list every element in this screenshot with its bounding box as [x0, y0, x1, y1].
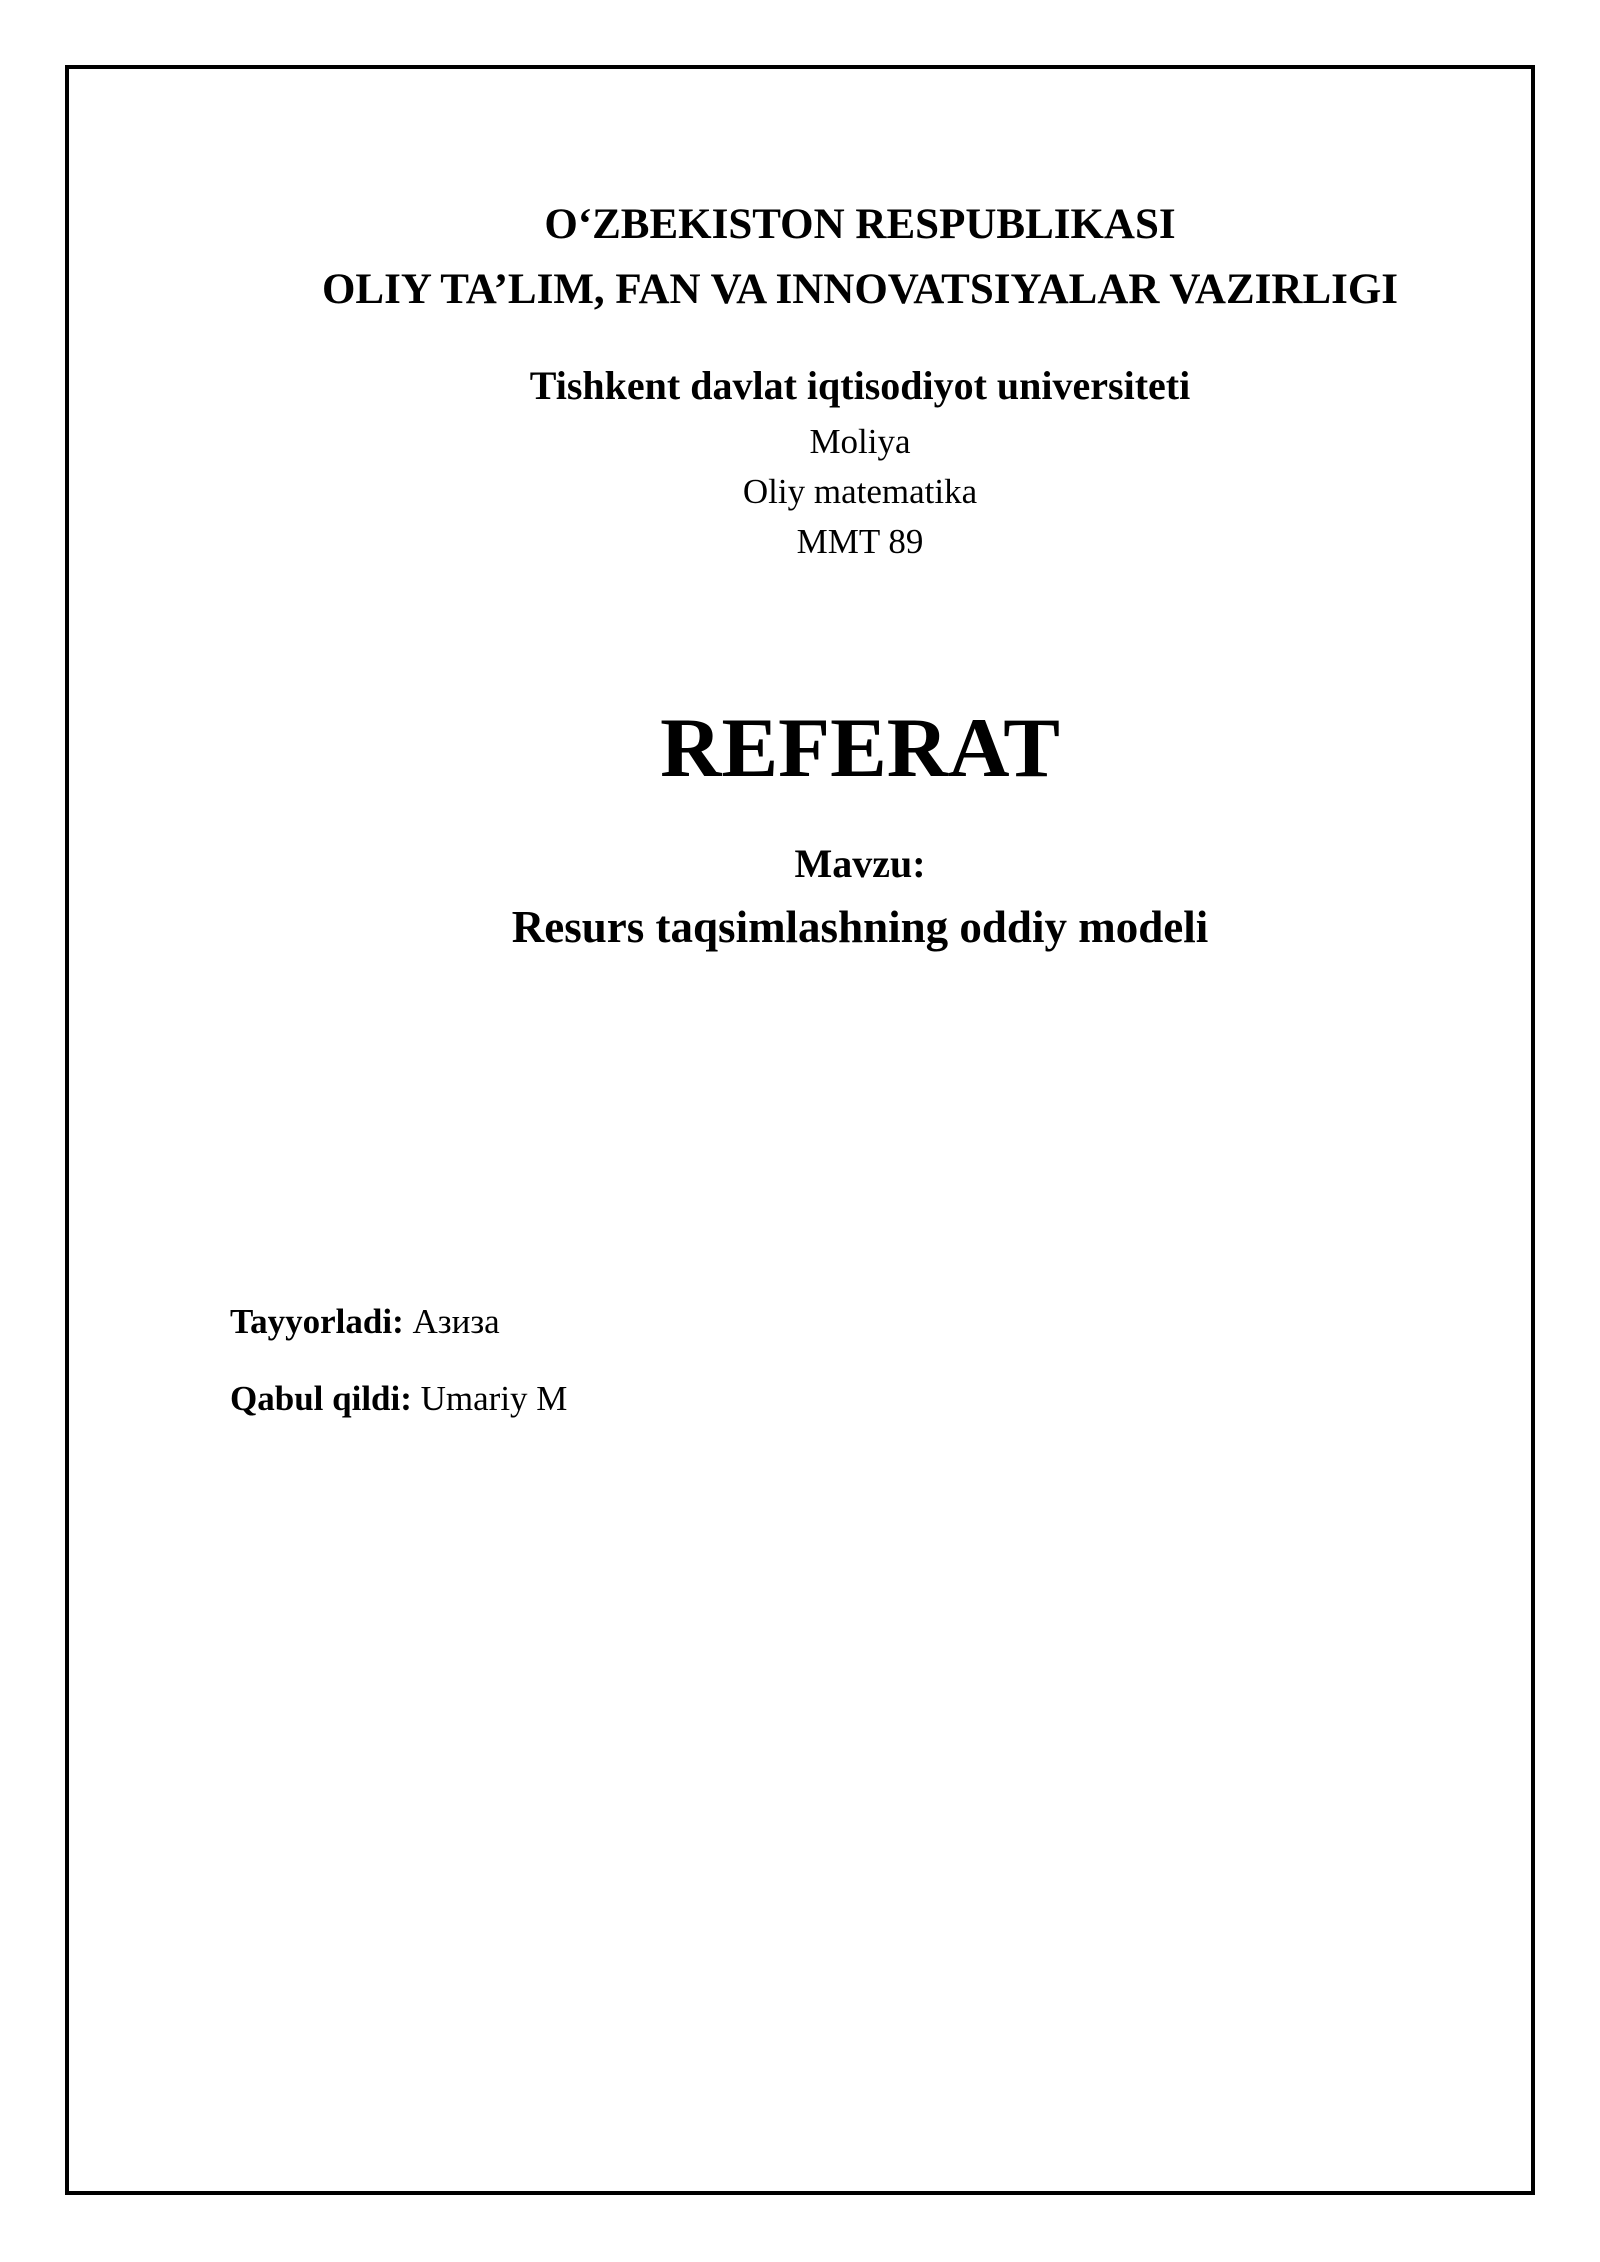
accepted-by-line [230, 1381, 567, 1416]
group-name: MMT 89 [796, 522, 924, 561]
country-heading: O‘ZBEKISTON RESPUBLIKASI [544, 201, 1176, 248]
accepted-by-label: Qabul qildi: [230, 1379, 412, 1418]
faculty-name: Moliya [809, 422, 911, 461]
subject-name: Oliy matematika [742, 472, 978, 511]
university-name: Tishkent davlat iqtisodiyot universiteti [529, 363, 1191, 408]
prepared-by-line [230, 1304, 500, 1339]
topic-label: Mavzu: [794, 841, 926, 886]
document-type-title: REFERAT [660, 701, 1060, 795]
topic-title: Resurs taqsimlashning oddiy modeli [511, 902, 1209, 952]
prepared-by-value: Азиза [412, 1302, 500, 1341]
ministry-heading: OLIY TA’LIM, FAN VA INNOVATSIYALAR VAZIRLIGI [321, 266, 1399, 313]
accepted-by-value: Umariy M [420, 1379, 568, 1418]
prepared-by-label: Tayyorladi: [230, 1302, 404, 1341]
